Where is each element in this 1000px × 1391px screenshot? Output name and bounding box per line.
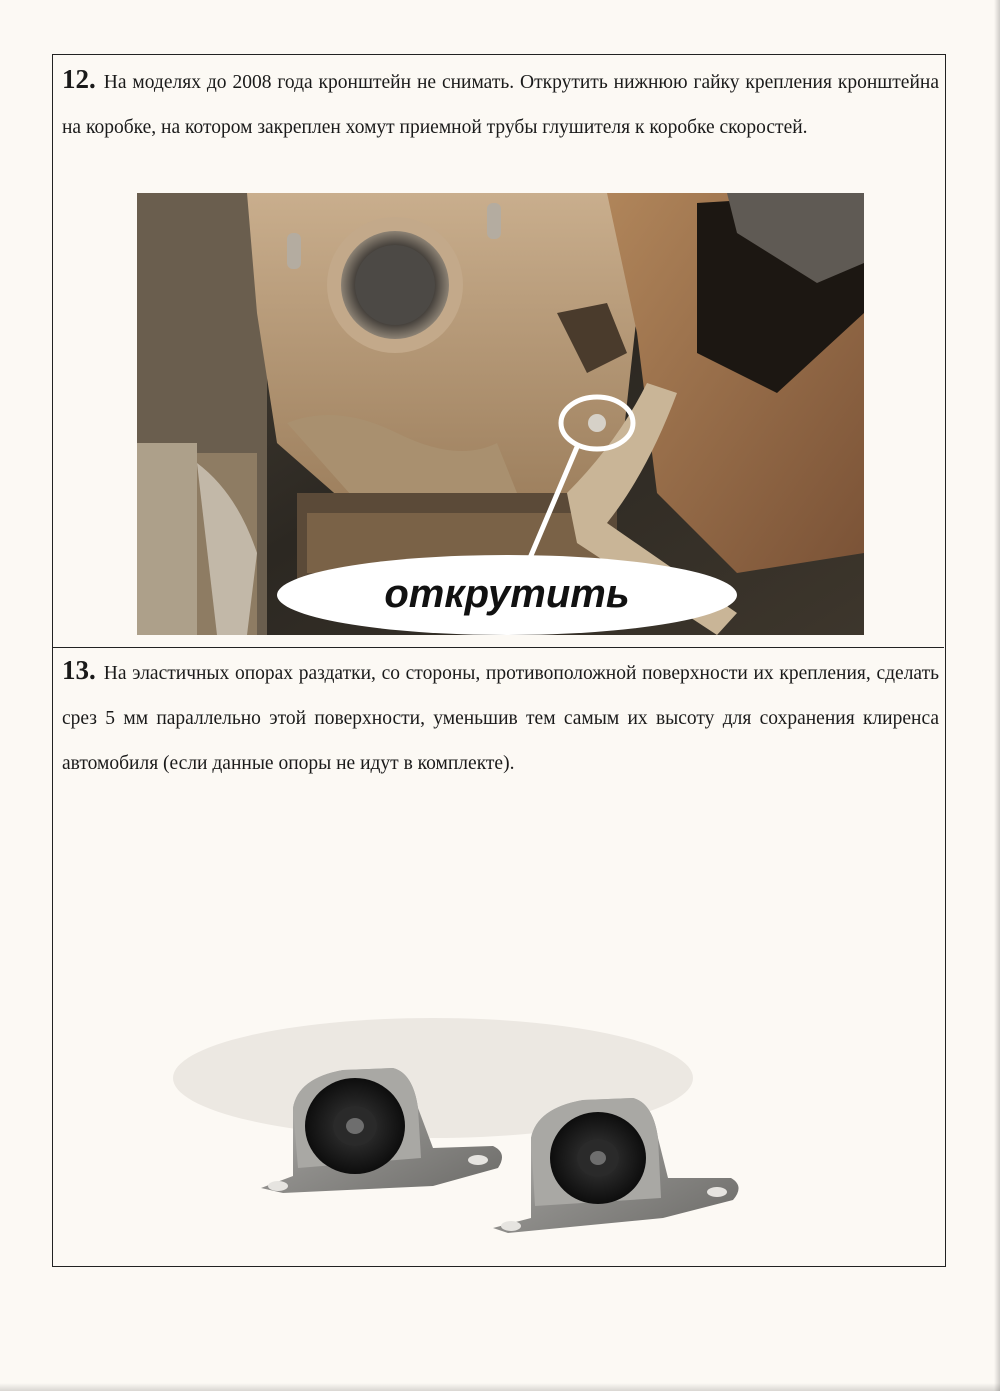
- mounts-photo: [53, 808, 944, 1260]
- step-13-number: 13.: [62, 655, 96, 685]
- step-12-paragraph: [62, 57, 939, 150]
- step-12-text: На моделях до 2008 года кронштейн не снимать. Открутить нижнюю гайку крепления кронштейна на коробке, на котором закреплен хомут приемной трубы глушителя к коробке скоростей.: [62, 72, 939, 138]
- step-12-cell: [53, 55, 944, 648]
- step-13-cell: [53, 648, 944, 1266]
- step-13-text: На эластичных опорах раздатки, со стороны, противоположной поверхности их крепления, сделать срез 5 мм параллельно этой поверхности, уменьшив тем самым их высоту для сохранения клиренса автомобиля (если данные опоры не идут в комплекте).: [62, 663, 939, 774]
- step-12-number: 12.: [62, 64, 96, 94]
- instruction-table: [52, 54, 946, 1267]
- page-shadow-right: [994, 0, 1000, 1391]
- page-shadow-bottom: [0, 1383, 1000, 1391]
- unscrew-label: открутить: [384, 572, 630, 616]
- step-13-paragraph: [62, 648, 939, 786]
- engine-bracket-photo: [137, 193, 864, 635]
